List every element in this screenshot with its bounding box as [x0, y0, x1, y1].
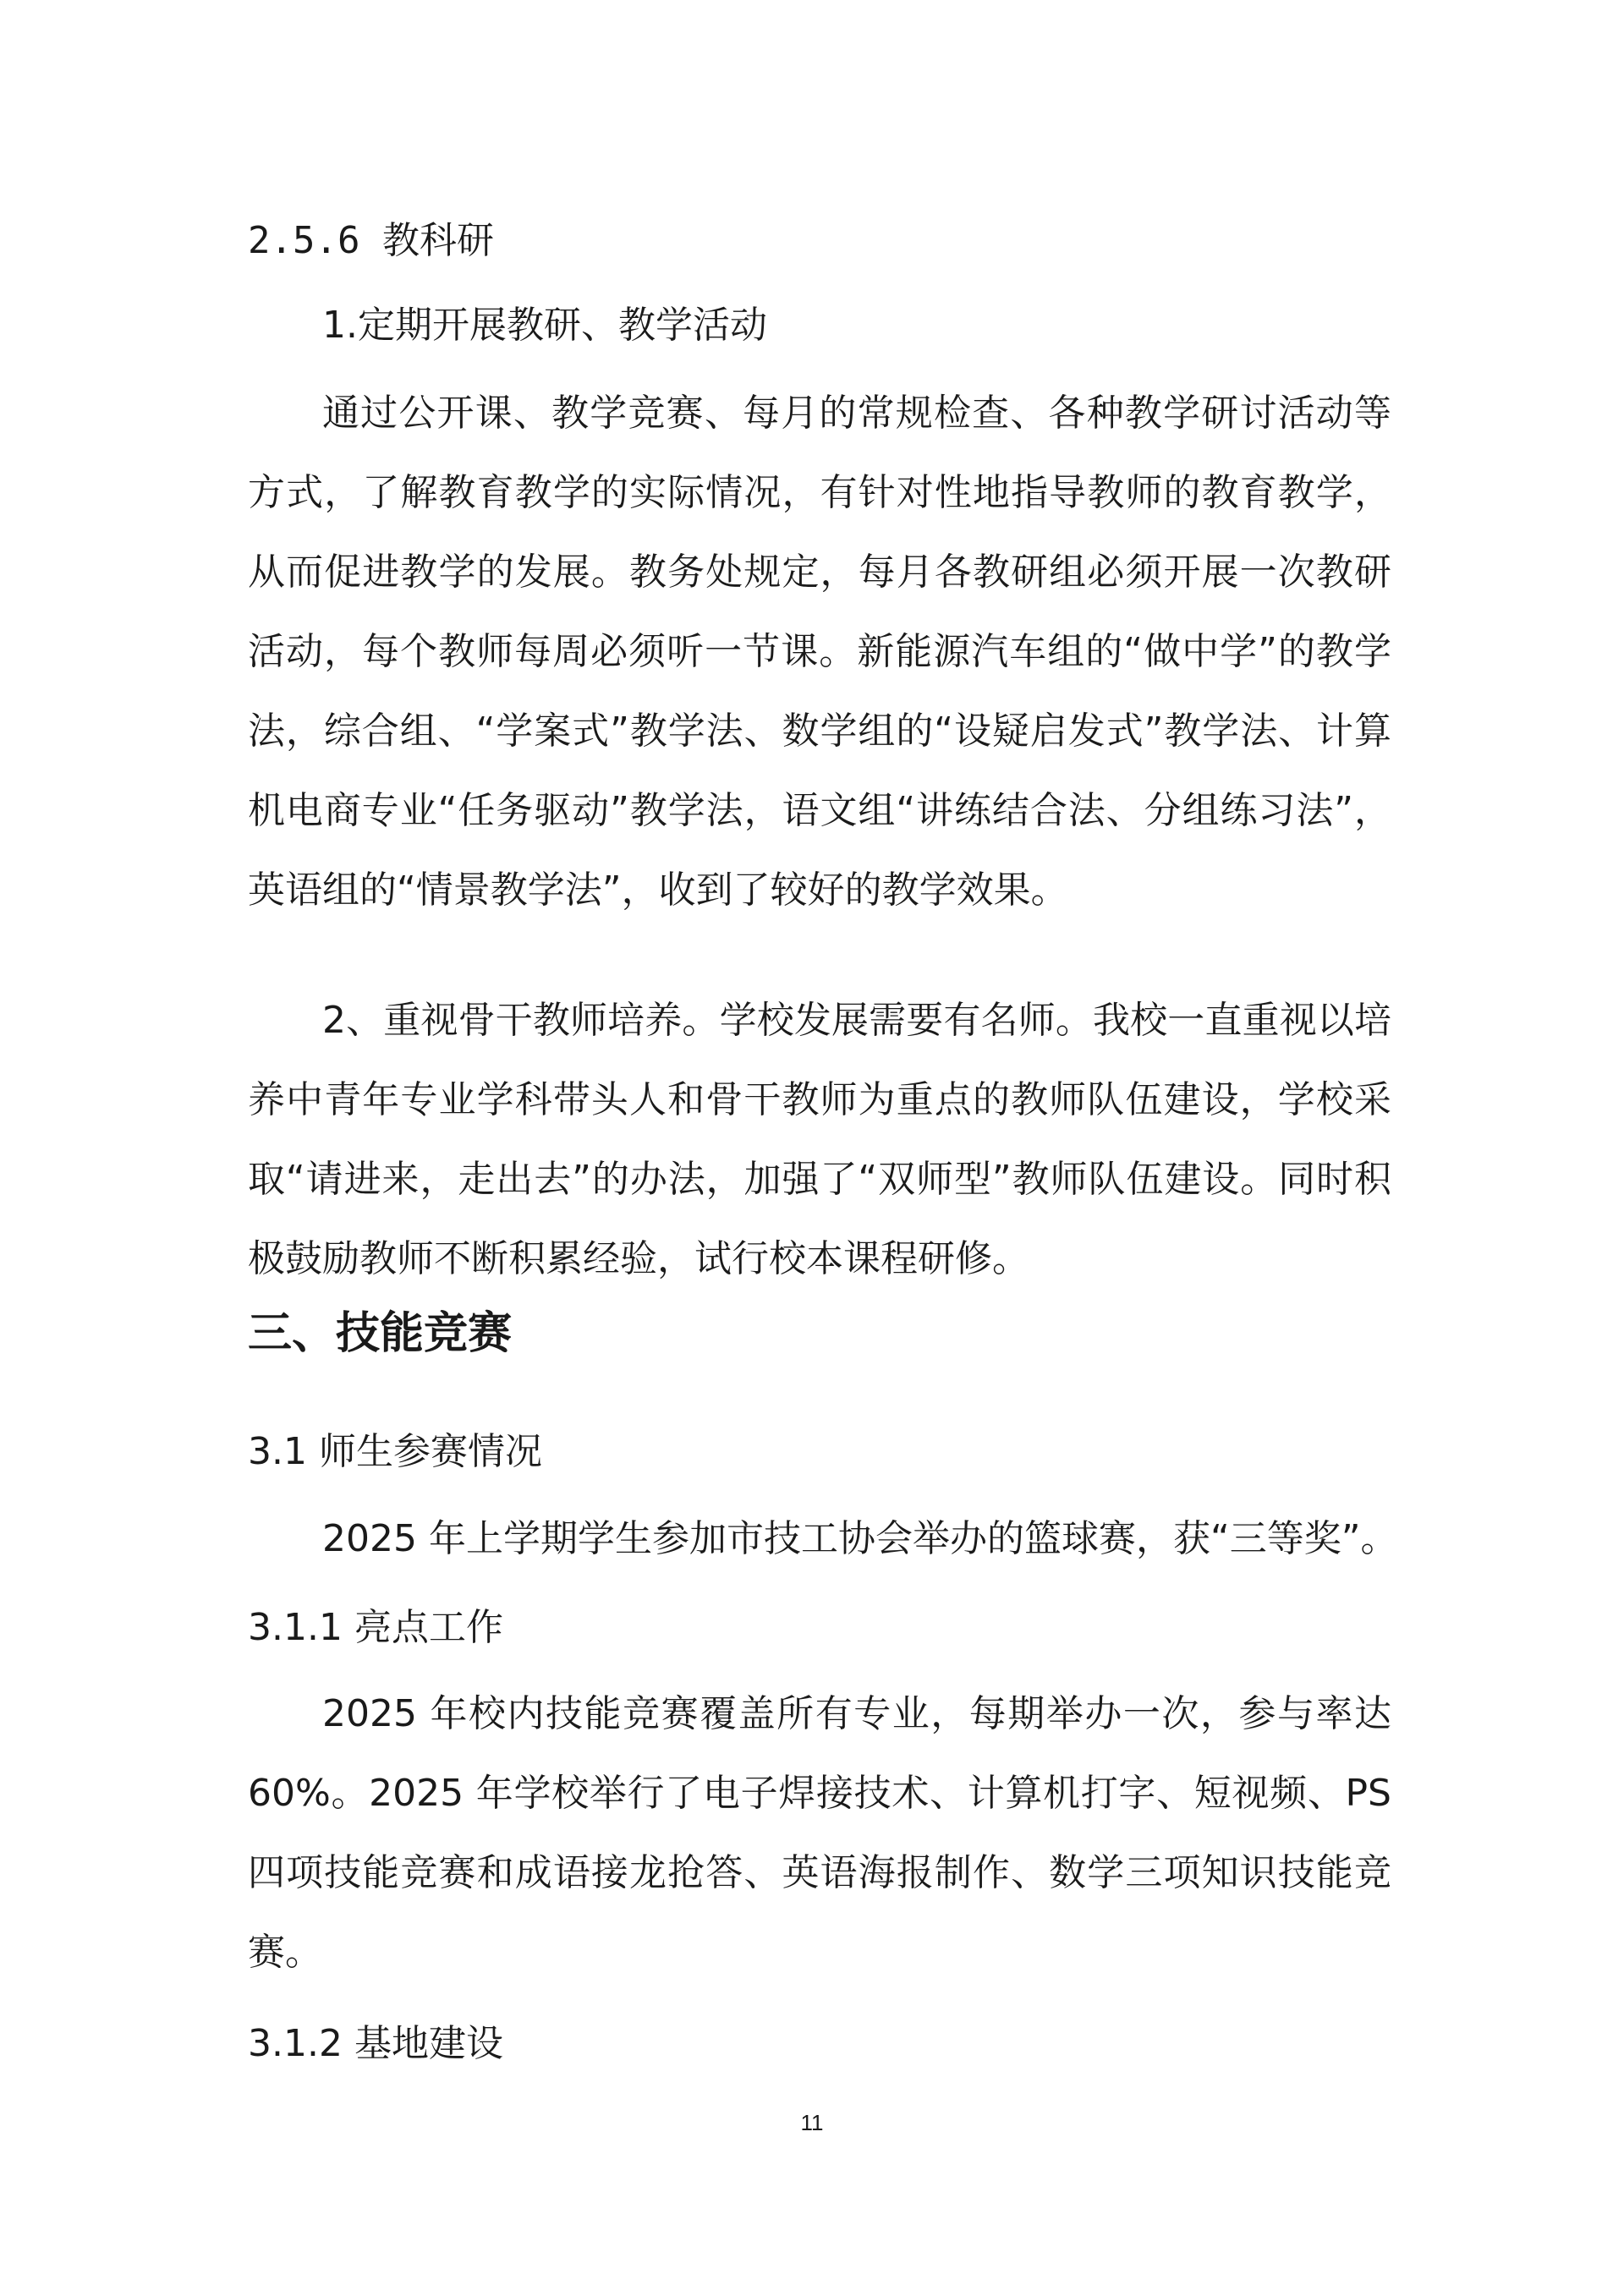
subsection-3-1-paragraph: 2025 年上学期学生参加市技工协会举办的篮球赛，获“三等奖”。: [322, 1517, 1398, 1560]
item-1-title: 1.定期开展教研、教学活动: [322, 304, 767, 347]
item-2-paragraph: 2、重视骨干教师培养。学校发展需要有名师。我校一直重视以培养中青年专业学科带头人和骨干教师为重点的教师队伍建设，学校采取“请进来，走出去”的办法，加强了“双师型”教师队伍建设。同时积极鼓励教师不断积累经验，试行校本课程研修。: [248, 999, 1391, 1280]
subsection-heading-3-1-1: 3.1.1 亮点工作: [248, 1606, 503, 1649]
subsection-heading-3-1-2: 3.1.2 基地建设: [248, 2022, 503, 2065]
page-number: 11: [800, 2110, 824, 2135]
subsection-3-1-1-paragraph: 2025 年校内技能竞赛覆盖所有专业，每期举办一次，参与率达 60%。2025 年学校举行了电子焊接技术、计算机打字、短视频、PS 四项技能竞赛和成语接龙抢答、英语海报制作、数学三项知识技能竞赛。: [248, 1692, 1391, 1974]
subsection-heading-3-1: 3.1 师生参赛情况: [248, 1430, 542, 1473]
section-heading-3: 三、技能竞赛: [248, 1308, 513, 1359]
item-1-paragraph: 通过公开课、教学竞赛、每月的常规检查、各种教学研讨活动等方式，了解教育教学的实际情况，有针对性地指导教师的教育教学，从而促进教学的发展。教务处规定，每月各教研组必须开展一次教研活动，每个教师每周必须听一节课。新能源汽车组的“做中学”的教学法，综合组、“学案式”教学法、数学组的“设疑启发式”教学法、计算机电商专业“任务驱动”教学法，语文组“讲练结合法、分组练习法”，英语组的“情景教学法”，收到了较好的教学效果。: [248, 392, 1391, 912]
section-heading-2-5-6: 2.5.6 教科研: [248, 219, 494, 262]
